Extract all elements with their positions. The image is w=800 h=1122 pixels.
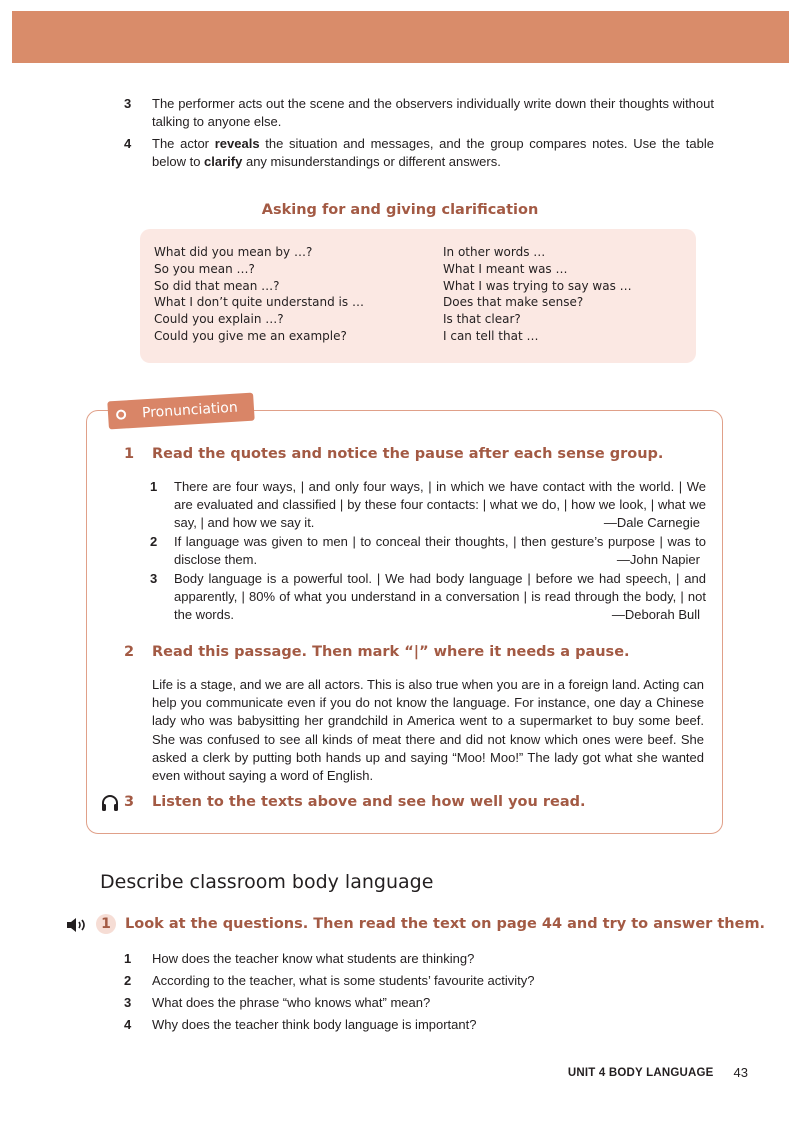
circle-icon: [116, 409, 127, 420]
headphone-icon[interactable]: [101, 794, 119, 812]
quote-1: 1 There are four ways, | and only four ways, | in which we have contact with the world. | We are evaluated and classified | by these four contacts: | what we do, | how we look, | what we say, | and how we say it. —Dale Carnegie: [150, 479, 706, 531]
passage: Life is a stage, and we are all actors. This is also true when you are in a foreign land. Acting can help you communicate even if you do not know the language. For instance, one day a Chinese lady who was babysitting her grandchild in America went to a supermarket to buy some beef. She was confused to see all kinds of meat there and did not know which ones were beef. She asked a clerk by putting both hands up and saying “Moo! Moo!” The lady got what she wanted even without saying a word of English.: [152, 677, 704, 784]
clarification-box: [140, 229, 696, 363]
pron-task-1: 1 Read the quotes and notice the pause after each sense group.: [124, 446, 664, 462]
question-2: 2 According to the teacher, what is some students’ favourite activity?: [124, 973, 535, 988]
quote-2: 2 If language was given to men | to conceal their thoughts, | then gesture’s purpose | was to disclose them. —John Napier: [150, 534, 706, 568]
question-1: 1 How does the teacher know what students are thinking?: [124, 951, 475, 966]
step-3: 3 The performer acts out the scene and the observers individually write down their thoughts without talking to anyone else.: [124, 96, 714, 129]
step-4: 4 The actor reveals the situation and messages, and the group compares notes. Use the table below to clarify any misunderstandings or different answers.: [124, 136, 714, 169]
question-4: 4 Why does the teacher think body language is important?: [124, 1017, 477, 1032]
asking-phrases: What did you mean by …? So you mean …? So did that mean …? What I don’t quite understand is … Could you explain …? Could you give me an example?: [154, 245, 364, 343]
question-3: 3 What does the phrase “who knows what” mean?: [124, 995, 431, 1010]
page-number: 43: [733, 1065, 748, 1080]
giving-phrases: In other words … What I meant was … What I was trying to say was … Does that make sense? Is that clear? I can tell that …: [443, 245, 632, 343]
header-band: [12, 11, 789, 63]
speaker-icon[interactable]: [66, 916, 88, 934]
pron-task-3: 3 Listen to the texts above and see how well you read.: [124, 794, 586, 810]
reading-task-1: 1 Look at the questions. Then read the text on page 44 and try to answer them.: [96, 914, 765, 934]
pron-task-2: 2 Read this passage. Then mark “|” where it needs a pause.: [124, 644, 630, 660]
section-title: Describe classroom body language: [100, 871, 434, 893]
clarification-title: Asking for and giving clarification: [261, 202, 539, 218]
unit-label: UNIT 4 BODY LANGUAGE: [567, 1066, 714, 1079]
pronunciation-tab: Pronunciation: [107, 393, 254, 430]
page-footer: [568, 1065, 748, 1080]
quote-3: 3 Body language is a powerful tool. | We had body language | before we had speech, | and apparently, | 80% of what you understand in a conversation | is read through the body, | not the words. —Deborah Bull: [150, 571, 706, 623]
